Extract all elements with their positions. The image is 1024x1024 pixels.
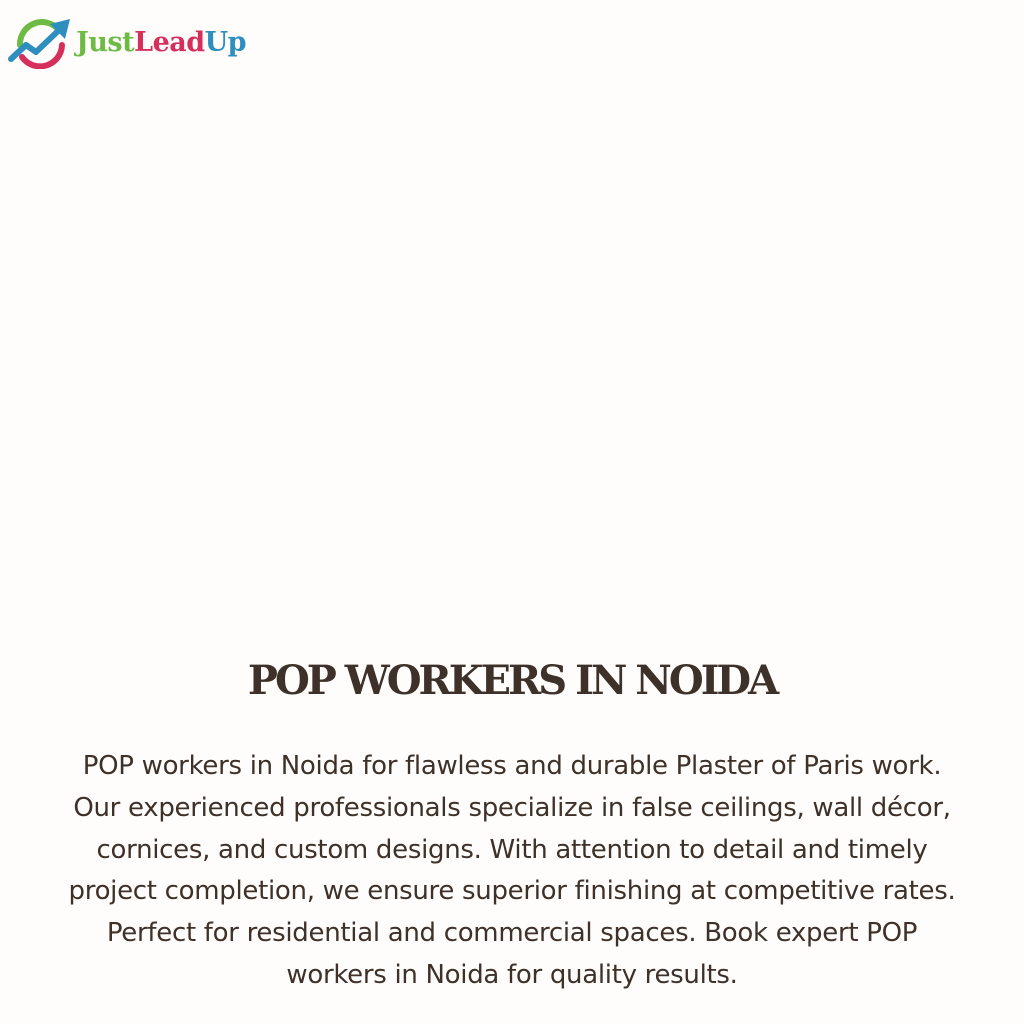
description-line: POP workers in Noida for flawless and durable Plaster of Paris work.	[82, 751, 942, 781]
description-line: cornices, and custom designs. With attention to detail and timely	[96, 834, 928, 865]
brand-word-up: Up	[204, 26, 247, 58]
page-title: POP WORKERS IN NOIDA	[247, 657, 777, 704]
description-line: Perfect for residential and commercial spaces. Book expert POP	[106, 918, 918, 949]
description-line: workers in Noida for quality results.	[286, 959, 738, 990]
growth-arrow-icon	[8, 15, 74, 69]
brand-name	[76, 26, 247, 58]
brand-word-just: Just	[76, 26, 135, 58]
description-line: project completion, we ensure superior finishing at competitive rates.	[68, 876, 956, 907]
description-paragraph	[4, 746, 1020, 997]
brand-logo	[8, 14, 246, 70]
brand-word-lead: Lead	[134, 26, 205, 58]
description-line: Our experienced professionals specialize in false ceilings, wall décor,	[73, 792, 951, 823]
